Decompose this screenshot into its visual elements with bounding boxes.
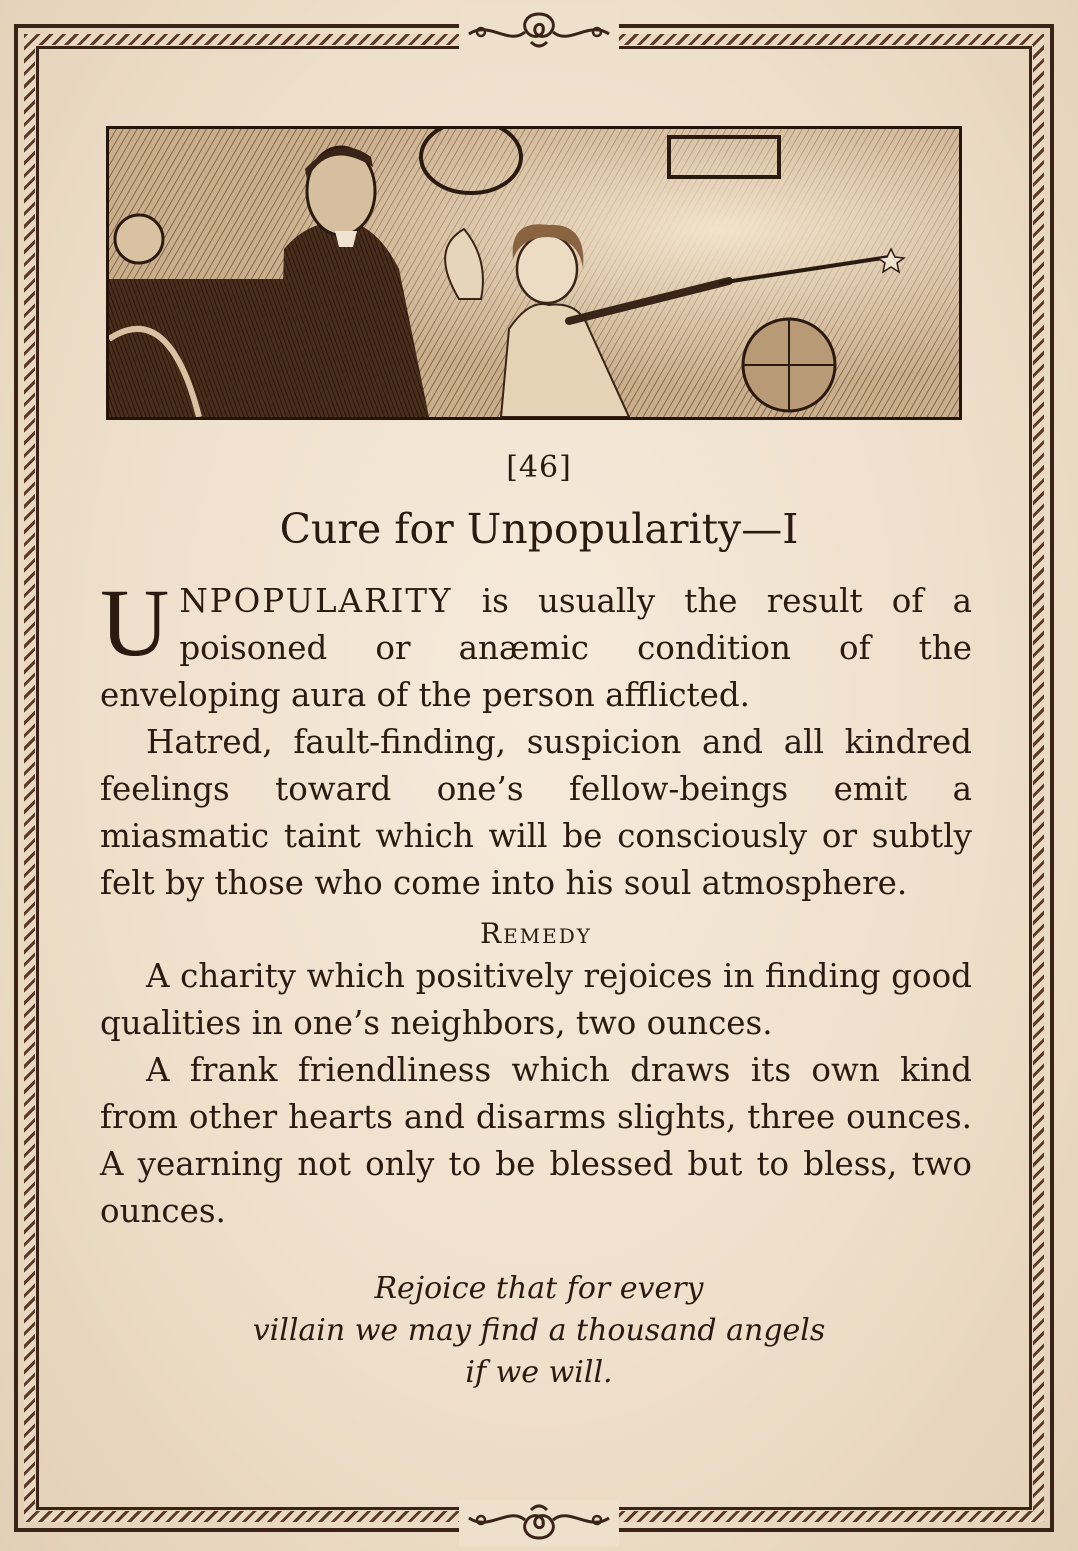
verse-line-1: Rejoice that for every xyxy=(374,1271,704,1306)
remedy-paragraph-1: A charity which positively rejoices in finding good qualities in one’s neighbors, two ounces. xyxy=(100,957,972,1042)
closing-verse xyxy=(0,1268,1078,1394)
paragraph-2: Hatred, fault-finding, suspicion and all kindred feelings toward one’s fellow-beings emit a miasmatic taint which will be consciously or subtly felt by those who come into his soul atmosphere. xyxy=(100,723,972,902)
fairy-illustration xyxy=(106,126,962,420)
paragraph-1-text: is usually the result of a poisoned or anæmic condition of the enveloping aura of the person afflicted. xyxy=(100,582,972,714)
fairy-with-wand-icon xyxy=(109,129,959,417)
page-title: Cure for Unpopularity—I xyxy=(279,505,799,553)
page-number: [46] xyxy=(506,450,572,485)
verse-line-2: villain we may find a thousand angels xyxy=(252,1313,826,1348)
paragraph-1 xyxy=(100,569,972,719)
bottom-scroll-ornament-icon xyxy=(459,1500,619,1546)
remedy-paragraph-2: A frank friendliness which draws its own kind from other hearts and disarms slights, three ounces. A yearning not only to be blessed but to bless, two ounces. xyxy=(100,1051,972,1230)
verse-line-3: if we will. xyxy=(465,1355,613,1390)
drop-cap: U xyxy=(100,569,170,676)
smallcaps-lead: NPOPULARITY xyxy=(179,582,453,620)
remedy-heading: Remedy xyxy=(480,917,592,950)
article-body xyxy=(100,569,972,1235)
top-scroll-ornament-icon xyxy=(459,6,619,52)
